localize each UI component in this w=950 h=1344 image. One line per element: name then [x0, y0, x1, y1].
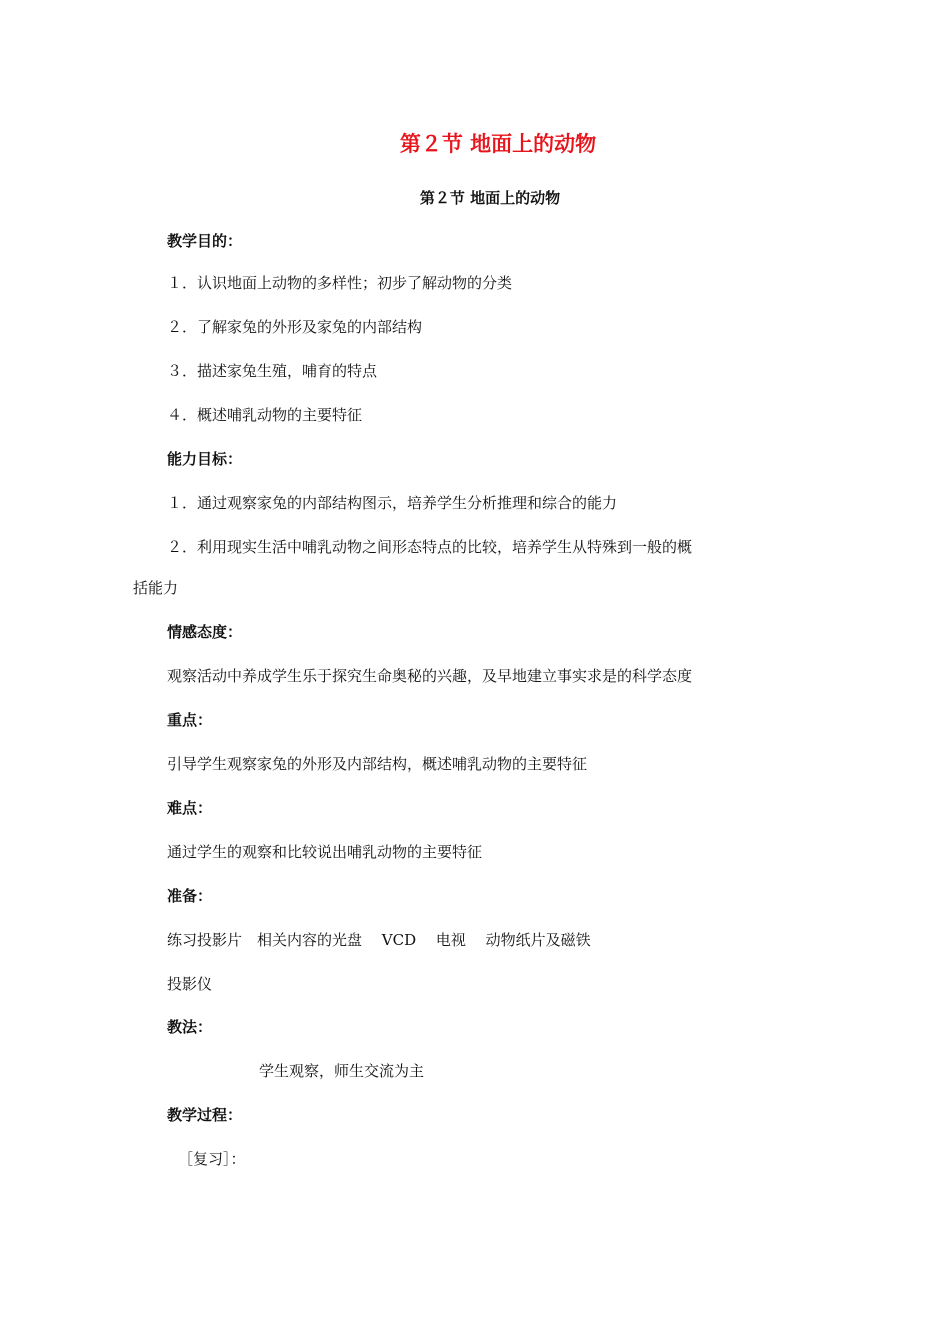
- emotion-heading: 情感态度：: [167, 623, 243, 641]
- ability-heading: 能力目标：: [167, 450, 243, 468]
- key-heading: 重点：: [167, 711, 213, 729]
- ability-item: １．通过观察家兔的内部结构图示，培养学生分析推理和综合的能力: [167, 494, 618, 512]
- difficulty-heading: 难点：: [167, 799, 213, 817]
- ability-item: ２．利用现实生活中哺乳动物之间形态特点的比较，培养学生从特殊到一般的概: [167, 538, 693, 556]
- document-title: 第２节 地面上的动物: [399, 132, 597, 156]
- prep-line: 练习投影片 相关内容的光盘 VCD 电视 动物纸片及磁铁: [167, 931, 591, 949]
- method-heading: 教法：: [167, 1018, 213, 1036]
- document-subtitle: 第２节 地面上的动物: [419, 189, 561, 207]
- difficulty-text: 通过学生的观察和比较说出哺乳动物的主要特征: [167, 843, 483, 861]
- method-text: 学生观察，师生交流为主: [259, 1062, 425, 1080]
- ability-item-continuation: 括能力: [133, 579, 179, 597]
- objectives-heading: 教学目的：: [167, 232, 243, 250]
- key-text: 引导学生观察家兔的外形及内部结构，概述哺乳动物的主要特征: [167, 755, 588, 773]
- objective-item: ２．了解家兔的外形及家兔的内部结构: [167, 318, 423, 336]
- prep-line: 投影仪: [167, 975, 213, 993]
- objective-item: １．认识地面上动物的多样性；初步了解动物的分类: [167, 274, 513, 292]
- process-heading: 教学过程：: [167, 1106, 243, 1124]
- review-label: ［复习］：: [178, 1150, 246, 1168]
- objective-item: ４．概述哺乳动物的主要特征: [167, 406, 363, 424]
- objective-item: ３．描述家兔生殖，哺育的特点: [167, 362, 378, 380]
- emotion-text: 观察活动中养成学生乐于探究生命奥秘的兴趣，及早地建立事实求是的科学态度: [167, 667, 693, 685]
- prep-heading: 准备：: [167, 887, 213, 905]
